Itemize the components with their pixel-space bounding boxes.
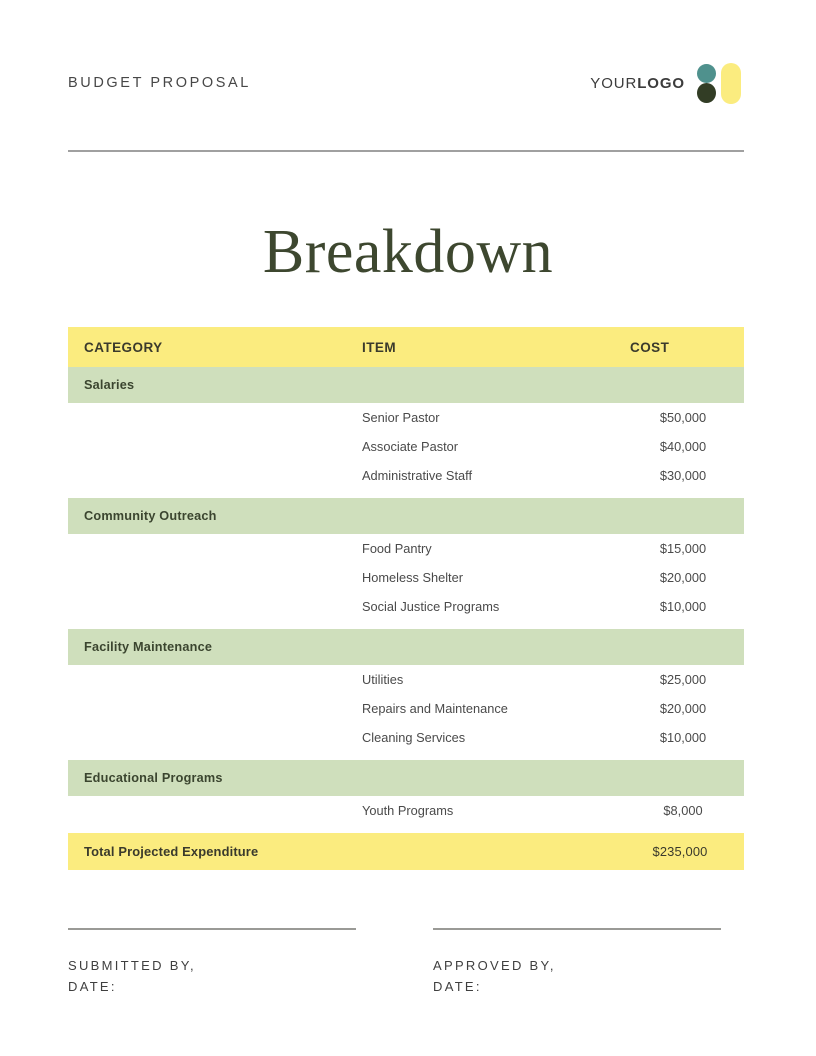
cell-cost bbox=[624, 534, 744, 563]
cost-value: $20,000 bbox=[659, 570, 707, 585]
cost-value: $10,000 bbox=[659, 599, 707, 614]
logo-word-bold: LOGO bbox=[637, 74, 685, 92]
cell-category bbox=[68, 723, 356, 752]
cell-cost bbox=[624, 796, 744, 825]
cell-cost bbox=[624, 694, 744, 723]
cell-item: Homeless Shelter bbox=[362, 570, 463, 585]
logo-wordmark bbox=[590, 75, 685, 92]
cost-value: $20,000 bbox=[659, 701, 707, 716]
cell-cost bbox=[624, 563, 744, 592]
table-row bbox=[68, 403, 744, 432]
table-row bbox=[68, 592, 744, 621]
logo-word-light: YOUR bbox=[590, 74, 638, 92]
signature-block-approved bbox=[433, 928, 721, 997]
cost-value: $10,000 bbox=[659, 730, 707, 745]
cell-category bbox=[68, 403, 356, 432]
column-header-item: ITEM bbox=[362, 339, 397, 355]
cell-category bbox=[68, 796, 356, 825]
logo bbox=[590, 62, 744, 104]
cell-item: Senior Pastor bbox=[362, 410, 440, 425]
cell-item: Cleaning Services bbox=[362, 730, 466, 745]
signature-area bbox=[68, 928, 744, 997]
cost-value: $8,000 bbox=[663, 803, 703, 818]
table-spacer-row bbox=[68, 825, 744, 833]
cell-item: Food Pantry bbox=[362, 541, 432, 556]
cell-item: Social Justice Programs bbox=[362, 599, 500, 614]
group-label: Educational Programs bbox=[84, 771, 223, 785]
table-spacer-row bbox=[68, 752, 744, 760]
table-spacer-row bbox=[68, 621, 744, 629]
document-header bbox=[68, 62, 744, 104]
table-group-row bbox=[68, 367, 744, 403]
table-row bbox=[68, 665, 744, 694]
cell-item: Utilities bbox=[362, 672, 404, 687]
cell-category bbox=[68, 432, 356, 461]
cell-category bbox=[68, 563, 356, 592]
spacer-cell bbox=[68, 752, 744, 760]
total-value: $235,000 bbox=[652, 844, 708, 859]
approved-by-label: APPROVED BY, bbox=[433, 958, 556, 973]
cell-cost bbox=[624, 461, 744, 490]
table-row bbox=[68, 432, 744, 461]
submitted-by-label: SUBMITTED BY, bbox=[68, 958, 196, 973]
spacer-cell bbox=[68, 621, 744, 629]
signature-line bbox=[433, 928, 721, 930]
table-row bbox=[68, 461, 744, 490]
cost-value: $25,000 bbox=[659, 672, 707, 687]
table-row bbox=[68, 723, 744, 752]
cell-category bbox=[68, 694, 356, 723]
budget-breakdown-table bbox=[68, 327, 744, 870]
submitted-date-label: DATE: bbox=[68, 979, 117, 994]
table-header-row bbox=[68, 327, 744, 367]
column-header-cost: COST bbox=[630, 339, 670, 355]
table-spacer-row bbox=[68, 490, 744, 498]
table-group-row bbox=[68, 760, 744, 796]
table-row bbox=[68, 694, 744, 723]
table-row bbox=[68, 534, 744, 563]
signature-label-approved bbox=[433, 955, 721, 997]
logo-dark-circle-icon bbox=[697, 83, 716, 103]
cost-value: $50,000 bbox=[659, 410, 707, 425]
table-row bbox=[68, 563, 744, 592]
cell-item: Repairs and Maintenance bbox=[362, 701, 508, 716]
group-label: Community Outreach bbox=[84, 509, 217, 523]
cell-category bbox=[68, 665, 356, 694]
logo-yellow-pill-icon bbox=[721, 63, 741, 104]
table-group-row bbox=[68, 498, 744, 534]
spacer-cell bbox=[68, 825, 744, 833]
cell-cost bbox=[624, 592, 744, 621]
signature-label-submitted bbox=[68, 955, 356, 997]
cell-cost bbox=[624, 403, 744, 432]
cell-cost bbox=[624, 432, 744, 461]
cell-item: Youth Programs bbox=[362, 803, 454, 818]
signature-block-submitted bbox=[68, 928, 356, 997]
cost-value: $40,000 bbox=[659, 439, 707, 454]
page-title: Breakdown bbox=[262, 218, 554, 286]
document-kicker: BUDGET PROPOSAL bbox=[68, 75, 251, 91]
cost-value: $15,000 bbox=[659, 541, 707, 556]
header-divider bbox=[68, 150, 744, 152]
cell-item: Associate Pastor bbox=[362, 439, 459, 454]
group-label: Facility Maintenance bbox=[84, 640, 213, 654]
cell-cost bbox=[624, 723, 744, 752]
cell-category bbox=[68, 534, 356, 563]
cell-cost bbox=[624, 665, 744, 694]
logo-mark-icon bbox=[696, 62, 744, 104]
table-row bbox=[68, 796, 744, 825]
signature-line bbox=[68, 928, 356, 930]
group-label: Salaries bbox=[84, 378, 135, 392]
spacer-cell bbox=[68, 490, 744, 498]
table-total-row bbox=[68, 833, 744, 870]
logo-teal-circle-icon bbox=[697, 64, 716, 83]
cost-value: $30,000 bbox=[659, 468, 707, 483]
cell-item: Administrative Staff bbox=[362, 468, 473, 483]
total-label: Total Projected Expenditure bbox=[84, 844, 259, 859]
approved-date-label: DATE: bbox=[433, 979, 482, 994]
cell-category bbox=[68, 461, 356, 490]
table-group-row bbox=[68, 629, 744, 665]
cell-category bbox=[68, 592, 356, 621]
column-header-category: CATEGORY bbox=[84, 339, 163, 355]
